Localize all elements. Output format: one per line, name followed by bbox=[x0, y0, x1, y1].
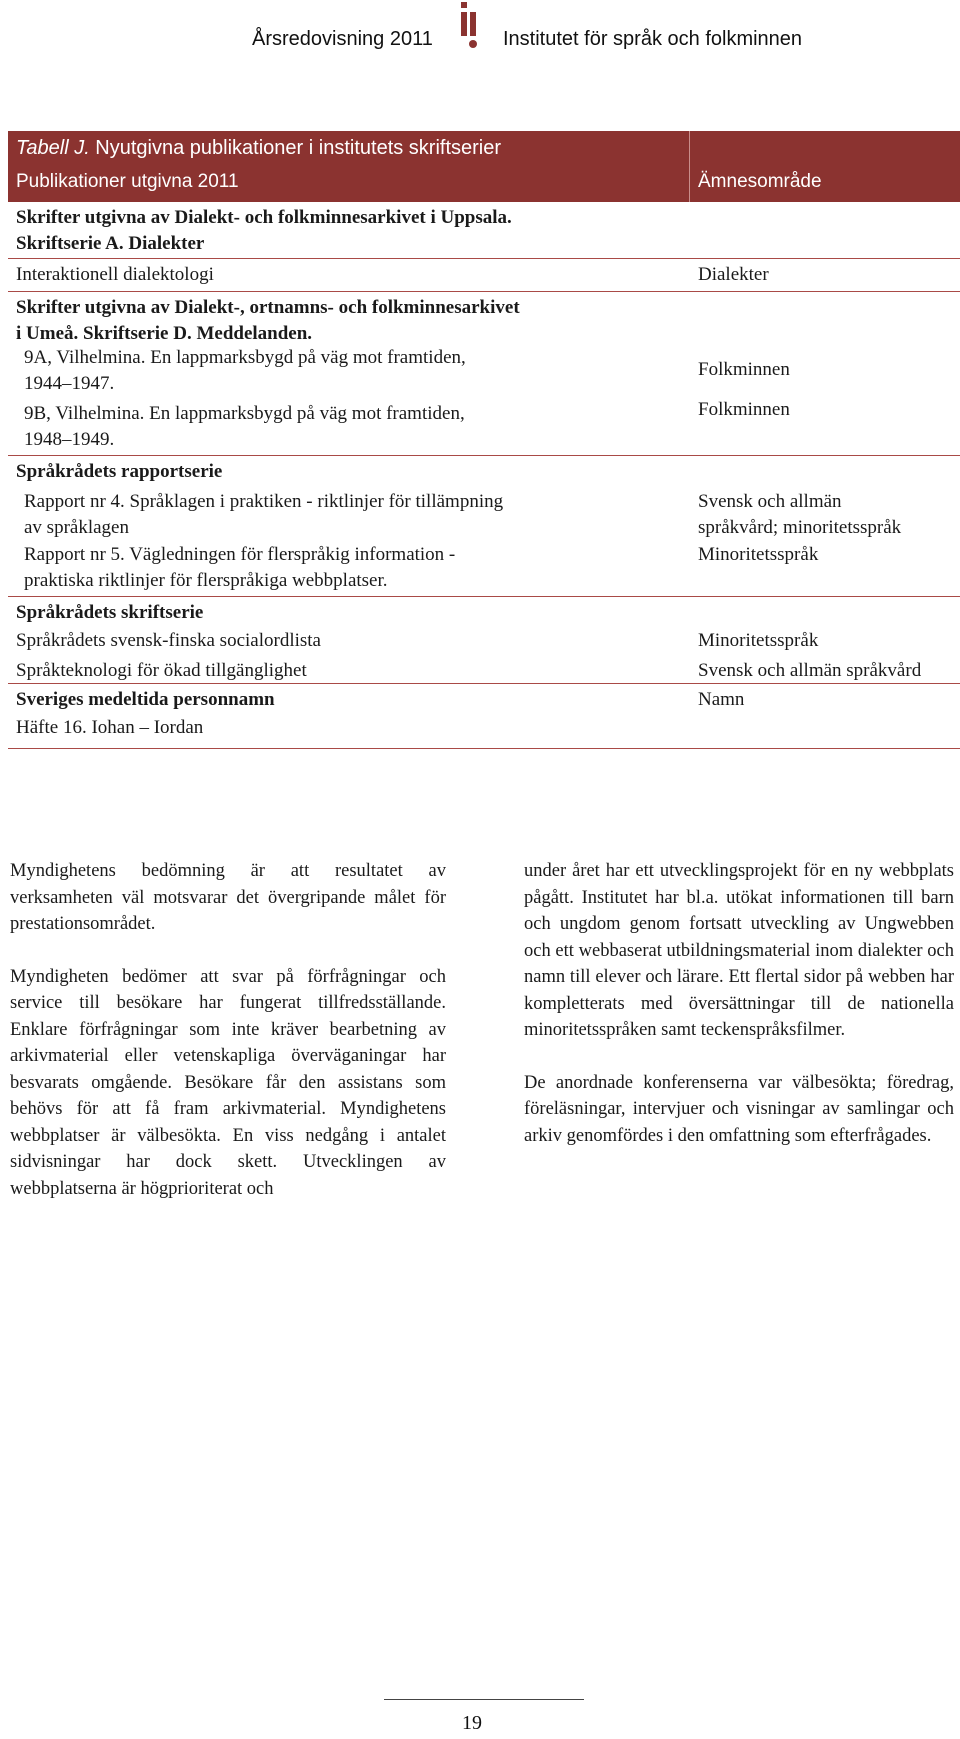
subject-line: Minoritetsspråk bbox=[698, 630, 819, 651]
subject-cell bbox=[698, 658, 960, 684]
page-number: 19 bbox=[462, 1712, 482, 1734]
publication-line: 9B, Vilhelmina. En lappmarksbygd på väg mot framtiden, bbox=[24, 403, 465, 424]
publication-line: 1948–1949. bbox=[24, 429, 115, 450]
publication-cell bbox=[16, 715, 676, 741]
table-caption bbox=[16, 137, 501, 160]
table-header bbox=[8, 131, 960, 202]
publication-cell bbox=[16, 205, 676, 257]
publication-line: Häfte 16. Iohan – Iordan bbox=[16, 717, 204, 738]
subject-cell bbox=[698, 357, 960, 383]
subject-line: Namn bbox=[698, 689, 745, 710]
column-header-subject: Ämnesområde bbox=[698, 171, 822, 192]
subject-line: Folkminnen bbox=[698, 399, 790, 420]
publication-cell bbox=[16, 489, 684, 541]
subject-line: Dialekter bbox=[698, 264, 769, 285]
publication-line: Rapport nr 4. Språklagen i praktiken - riktlinjer för tillämpning bbox=[24, 491, 504, 512]
table-body bbox=[8, 202, 960, 749]
publication-line: Språkrådets rapportserie bbox=[16, 461, 223, 482]
body-paragraph: Myndighetens bedömning är att resultatet av verksamheten väl motsvarar det övergripande målet för prestationsområdet. bbox=[10, 861, 446, 934]
table-row bbox=[8, 684, 960, 749]
isof-logo-icon bbox=[459, 2, 485, 52]
publication-cell bbox=[16, 600, 676, 626]
publication-line: i Umeå. Skriftserie D. Meddelanden. bbox=[16, 323, 313, 344]
body-paragraph: Myndigheten bedömer att svar på förfrågningar och service till besökare har fungerat tillfredsställande. Enklare förfrågningar som inte kräver bearbetning av arkivmaterial eller vetenskapliga överväganingar har besvarats omgående. Besökare får den assistans som behövs för att få fram arkivmaterial. Myndighetens webbplatser är välbesökta. En viss nedgång i antalet sidvisningar har dock skett. Utvecklingen av webbplatserna är högprioriterat och bbox=[10, 966, 446, 1199]
subject-line: Svensk och allmän språkvård bbox=[698, 660, 922, 681]
publication-cell bbox=[16, 542, 684, 594]
publication-cell bbox=[16, 262, 676, 288]
body-column-right bbox=[524, 858, 954, 1175]
table-row bbox=[8, 456, 960, 597]
subject-cell bbox=[698, 628, 960, 654]
header-institute-name: Institutet för språk och folkminnen bbox=[503, 28, 803, 50]
header-report-title: Årsredovisning 2011 bbox=[252, 28, 433, 50]
publication-line: 1944–1947. bbox=[24, 373, 115, 394]
subject-cell bbox=[698, 397, 960, 423]
publication-line: Språkteknologi för ökad tillgänglighet bbox=[16, 660, 307, 681]
publication-cell bbox=[16, 345, 684, 397]
subject-line: Folkminnen bbox=[698, 359, 790, 380]
subject-cell bbox=[698, 489, 960, 541]
publication-cell bbox=[16, 295, 676, 347]
subject-line: Minoritetsspråk bbox=[698, 544, 819, 565]
publication-line: Sveriges medeltida personnamn bbox=[16, 689, 275, 710]
table-row bbox=[8, 597, 960, 684]
table-caption-label: Tabell J. bbox=[16, 137, 90, 159]
header-divider bbox=[689, 131, 690, 202]
publication-cell bbox=[16, 401, 684, 453]
subject-line: språkvård; minoritetsspråk bbox=[698, 517, 902, 538]
table-row bbox=[8, 259, 960, 292]
column-header-publications: Publikationer utgivna 2011 bbox=[16, 171, 239, 192]
footer-rule bbox=[384, 1699, 584, 1700]
table-row bbox=[8, 202, 960, 259]
table-row bbox=[8, 292, 960, 456]
subject-cell bbox=[698, 687, 960, 713]
subject-cell bbox=[698, 542, 960, 568]
publication-line: Skrifter utgivna av Dialekt- och folkminnesarkivet i Uppsala. bbox=[16, 207, 512, 228]
publication-line: Rapport nr 5. Vägledningen för flerspråkig information - bbox=[24, 544, 456, 565]
publication-line: Skriftserie A. Dialekter bbox=[16, 233, 205, 254]
publication-cell bbox=[16, 628, 676, 654]
table-caption-text: Nyutgivna publikationer i institutets skriftserier bbox=[89, 137, 502, 159]
publications-table bbox=[8, 131, 960, 749]
publication-line: praktiska riktlinjer för flerspråkiga webbplatser. bbox=[24, 570, 388, 591]
body-paragraph: De anordnade konferenserna var välbesökta; föredrag, föreläsningar, intervjuer och visningar av samlingar och arkiv genomfördes i den omfattning som efterfrågades. bbox=[524, 1072, 954, 1146]
body-column-left bbox=[10, 858, 446, 1228]
publication-line: 9A, Vilhelmina. En lappmarksbygd på väg mot framtiden, bbox=[24, 347, 466, 368]
publication-line: av språklagen bbox=[24, 517, 129, 538]
publication-cell bbox=[16, 687, 676, 713]
page-header bbox=[0, 0, 960, 70]
body-paragraph: under året har ett utvecklingsprojekt för en ny webbplats pågått. Institutet har bl.a. utökat informationen till barn och ungdom genom fortsatt utveckling av Ungwebben och ett webbaserat utbildningsmaterial inom dialekter och namn till elever och lärare. Ett flertal sidor på webben har kompletterats med översättningar till de nationella minoritetsspråken samt teckenspråksfilmer. bbox=[524, 861, 954, 1040]
publication-cell bbox=[16, 459, 676, 485]
publication-line: Skrifter utgivna av Dialekt-, ortnamns- och folkminnesarkivet bbox=[16, 297, 520, 318]
publication-line: Språkrådets svensk-finska socialordlista bbox=[16, 630, 321, 651]
subject-cell bbox=[698, 262, 960, 288]
publication-cell bbox=[16, 658, 676, 684]
publication-line: Interaktionell dialektologi bbox=[16, 264, 214, 285]
publication-line: Språkrådets skriftserie bbox=[16, 602, 204, 623]
subject-line: Svensk och allmän bbox=[698, 491, 842, 512]
